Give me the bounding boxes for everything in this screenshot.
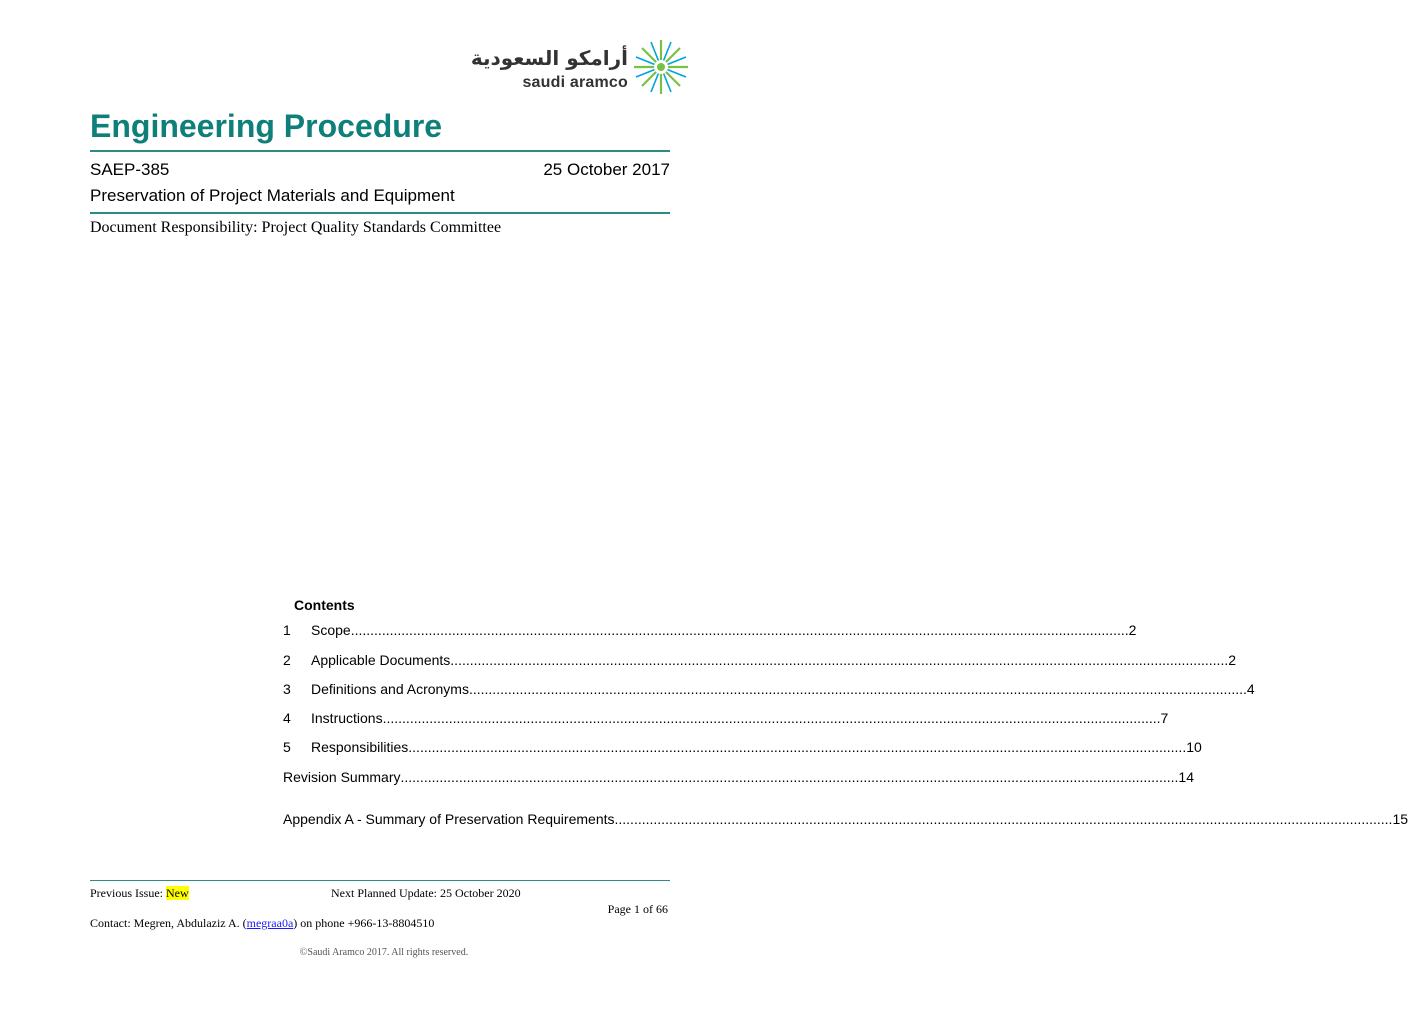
toc-label: Instructions [311, 710, 383, 726]
header-rule-top [90, 150, 670, 152]
toc-label: Applicable Documents [311, 652, 451, 668]
contact-line [90, 916, 434, 931]
document-code: SAEP-385 [90, 160, 170, 179]
toc-label: Appendix A - Summary of Preservation Requirements [283, 811, 615, 827]
toc-page: 10 [1186, 739, 1202, 755]
toc-number: 4 [283, 710, 291, 726]
toc-entry[interactable] [283, 767, 1194, 785]
document-date: 25 October 2017 [543, 160, 670, 179]
toc-page: 2 [1228, 652, 1237, 668]
document-responsibility: Document Responsibility: Project Quality Standards Committee [90, 219, 502, 236]
toc-number: 5 [283, 739, 291, 755]
toc-entry[interactable] [283, 708, 1169, 726]
starburst-logo-icon [632, 38, 690, 96]
toc-leader: ........................................................................................................................................................................................................ [614, 811, 1393, 827]
document-title: Engineering Procedure [90, 108, 443, 144]
toc-page: 2 [1128, 622, 1137, 638]
toc-number: 3 [283, 681, 291, 697]
contact-suffix: ) on phone +966-13-8804510 [293, 916, 435, 930]
toc-page: 15 [1392, 811, 1408, 827]
saudi-aramco-logo [470, 38, 690, 96]
toc-page: 4 [1246, 681, 1255, 697]
contact-prefix: Contact: Megren, Abdulaziz A. ( [90, 916, 247, 930]
toc-leader: ........................................................................................................................................................................................................ [350, 622, 1129, 638]
toc-entry[interactable] [283, 650, 1237, 668]
contents-heading: Contents [294, 597, 355, 613]
toc-leader: ........................................................................................................................................................................................................ [400, 769, 1179, 785]
toc-leader: ........................................................................................................................................................................................................ [382, 710, 1161, 726]
toc-entry[interactable] [283, 679, 1255, 697]
header-rule-bottom [90, 212, 670, 214]
toc-label: Scope [311, 622, 351, 638]
toc-number: 2 [283, 652, 291, 668]
document-subtitle: Preservation of Project Materials and Equipment [90, 186, 455, 205]
toc-label: Revision Summary [283, 769, 401, 785]
toc-leader: ........................................................................................................................................................................................................ [468, 681, 1247, 697]
toc-leader: ........................................................................................................................................................................................................ [450, 652, 1229, 668]
toc-label: Definitions and Acronyms [311, 681, 469, 697]
next-planned-update: Next Planned Update: 25 October 2020 [331, 886, 521, 900]
toc-entry[interactable] [283, 620, 1137, 638]
contact-link[interactable]: megraa0a [246, 916, 294, 930]
toc-page: 14 [1178, 769, 1194, 785]
toc-leader: ........................................................................................................................................................................................................ [408, 739, 1187, 755]
toc-page: 7 [1160, 710, 1169, 726]
toc-label: Responsibilities [311, 739, 409, 755]
copyright-notice: ©Saudi Aramco 2017. All rights reserved. [299, 947, 469, 958]
page-number: Page 1 of 66 [607, 902, 668, 916]
logo-arabic-text: أرامكو السعودية [470, 46, 628, 70]
previous-issue-label: Previous Issue: [90, 886, 163, 900]
footer-rule [90, 880, 670, 881]
previous-issue [90, 886, 189, 901]
previous-issue-value: New [166, 886, 189, 900]
logo-latin-text: saudi aramco [522, 74, 628, 91]
toc-number: 1 [283, 622, 291, 638]
toc-entry[interactable] [283, 809, 1408, 827]
toc-entry[interactable] [283, 737, 1202, 755]
